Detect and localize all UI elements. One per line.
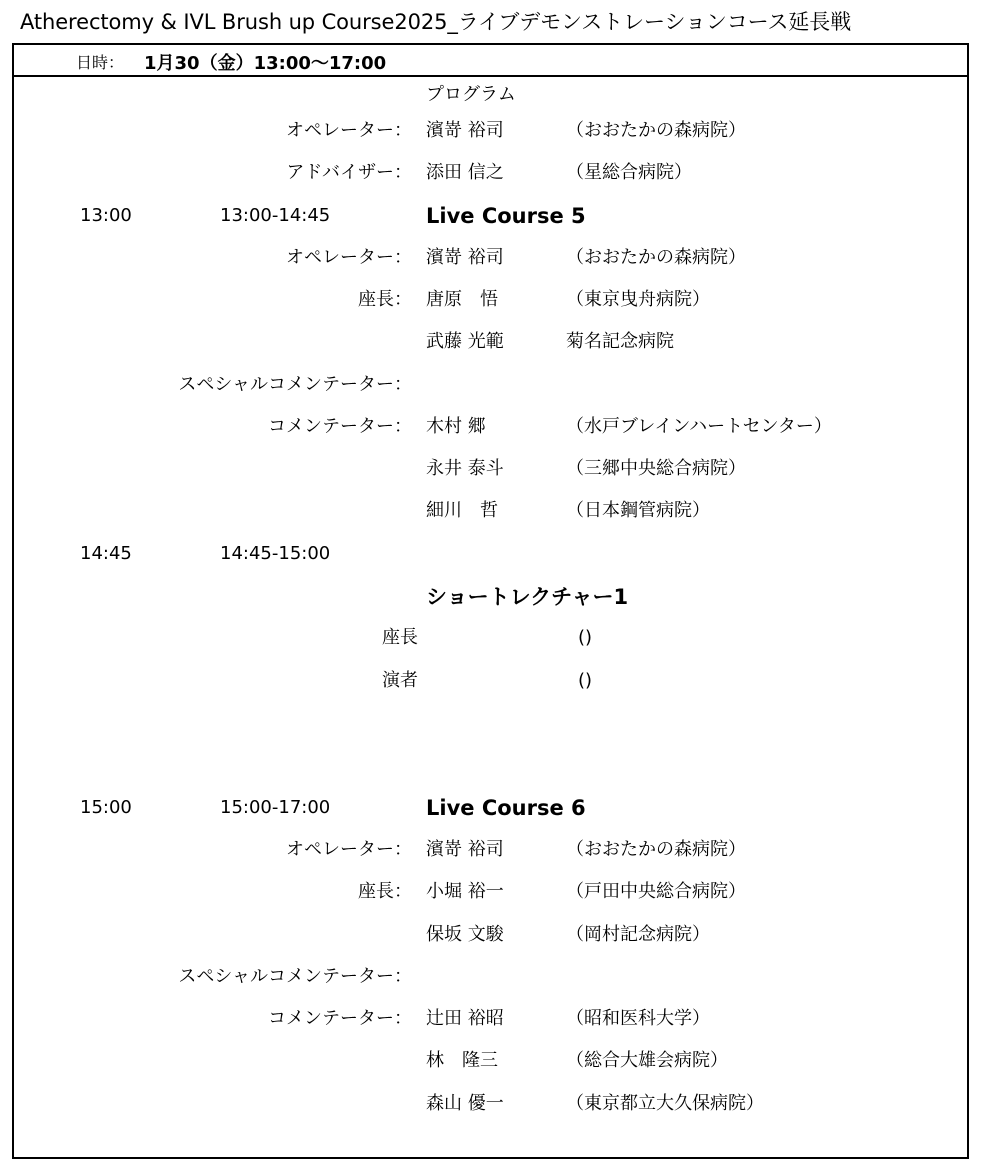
date-value: 1月30（金）13:00～17:00 (144, 53, 387, 74)
live6-operator-affiliation: （おおたかの森病院） (566, 839, 746, 860)
program-operator-name: 濱嵜 裕司 (426, 120, 504, 141)
live6-operator-role: オペレーター： (286, 839, 412, 860)
live5-chair-role: 座長： (358, 289, 412, 310)
live6-special-commentator-role: スペシャルコメンテーター： (178, 966, 412, 987)
date-bar (14, 45, 967, 77)
live5-operator-role: オペレーター： (286, 247, 412, 268)
live5-commentator3-name: 細川 哲 (426, 500, 498, 521)
live5-commentator1-name: 木村 郷 (426, 416, 486, 437)
lecture-time-range: 14:45-15:00 (220, 543, 331, 564)
live5-chair1-name: 唐原 悟 (426, 289, 498, 310)
live5-commentator-role: コメンテーター： (268, 416, 412, 437)
program-advisor-affiliation: （星総合病院） (566, 162, 692, 183)
live6-time-range: 15:00-17:00 (220, 797, 331, 818)
live5-commentator1-affiliation: （水戸ブレインハートセンター） (566, 416, 832, 437)
live5-chair1-affiliation: （東京曳舟病院） (566, 289, 710, 310)
live6-commentator1-name: 辻田 裕昭 (426, 1008, 504, 1029)
live5-commentator3-affiliation: （日本鋼管病院） (566, 500, 710, 521)
live5-operator-affiliation: （おおたかの森病院） (566, 247, 746, 268)
lecture-chair-affiliation: () (578, 627, 593, 648)
live6-chair2-affiliation: （岡村記念病院） (566, 924, 710, 945)
page-title: Atherectomy & IVL Brush up Course2025_ライブデモンストレーションコース延長戦 (20, 10, 852, 34)
live5-time-range: 13:00-14:45 (220, 205, 331, 226)
live6-start-time: 15:00 (80, 797, 132, 818)
live6-commentator1-affiliation: （昭和医科大学） (566, 1008, 710, 1029)
live5-title: Live Course 5 (426, 204, 586, 228)
program-advisor-name: 添田 信之 (426, 162, 504, 183)
live6-operator-name: 濱嵜 裕司 (426, 839, 504, 860)
lecture-speaker-role: 演者 (382, 670, 418, 691)
live5-chair2-name: 武藤 光範 (426, 331, 504, 352)
date-label: 日時： (76, 53, 125, 72)
live5-chair2-affiliation: 菊名記念病院 (566, 331, 674, 352)
lecture-title: ショートレクチャー1 (426, 585, 629, 609)
live5-commentator2-affiliation: （三郷中央総合病院） (566, 458, 746, 479)
live6-commentator3-affiliation: （東京都立大久保病院） (566, 1093, 764, 1114)
live6-chair-role: 座長： (358, 881, 412, 902)
program-operator-role: オペレーター： (286, 120, 412, 141)
live5-start-time: 13:00 (80, 205, 132, 226)
live5-special-commentator-role: スペシャルコメンテーター： (178, 374, 412, 395)
live6-chair1-name: 小堀 裕一 (426, 881, 504, 902)
program-heading: プログラム (426, 84, 516, 105)
live6-commentator-role: コメンテーター： (268, 1008, 412, 1029)
live6-chair1-affiliation: （戸田中央総合病院） (566, 881, 746, 902)
lecture-chair-role: 座長 (382, 627, 418, 648)
live5-commentator2-name: 永井 泰斗 (426, 458, 504, 479)
program-operator-affiliation: （おおたかの森病院） (566, 120, 746, 141)
live6-commentator3-name: 森山 優一 (426, 1093, 504, 1114)
live6-chair2-name: 保坂 文駿 (426, 924, 504, 945)
live6-title: Live Course 6 (426, 796, 586, 820)
lecture-speaker-affiliation: () (578, 670, 593, 691)
lecture-start-time: 14:45 (80, 543, 132, 564)
program-advisor-role: アドバイザー： (286, 162, 412, 183)
live6-commentator2-affiliation: （総合大雄会病院） (566, 1050, 728, 1071)
live5-operator-name: 濱嵜 裕司 (426, 247, 504, 268)
live6-commentator2-name: 林 隆三 (426, 1050, 498, 1071)
